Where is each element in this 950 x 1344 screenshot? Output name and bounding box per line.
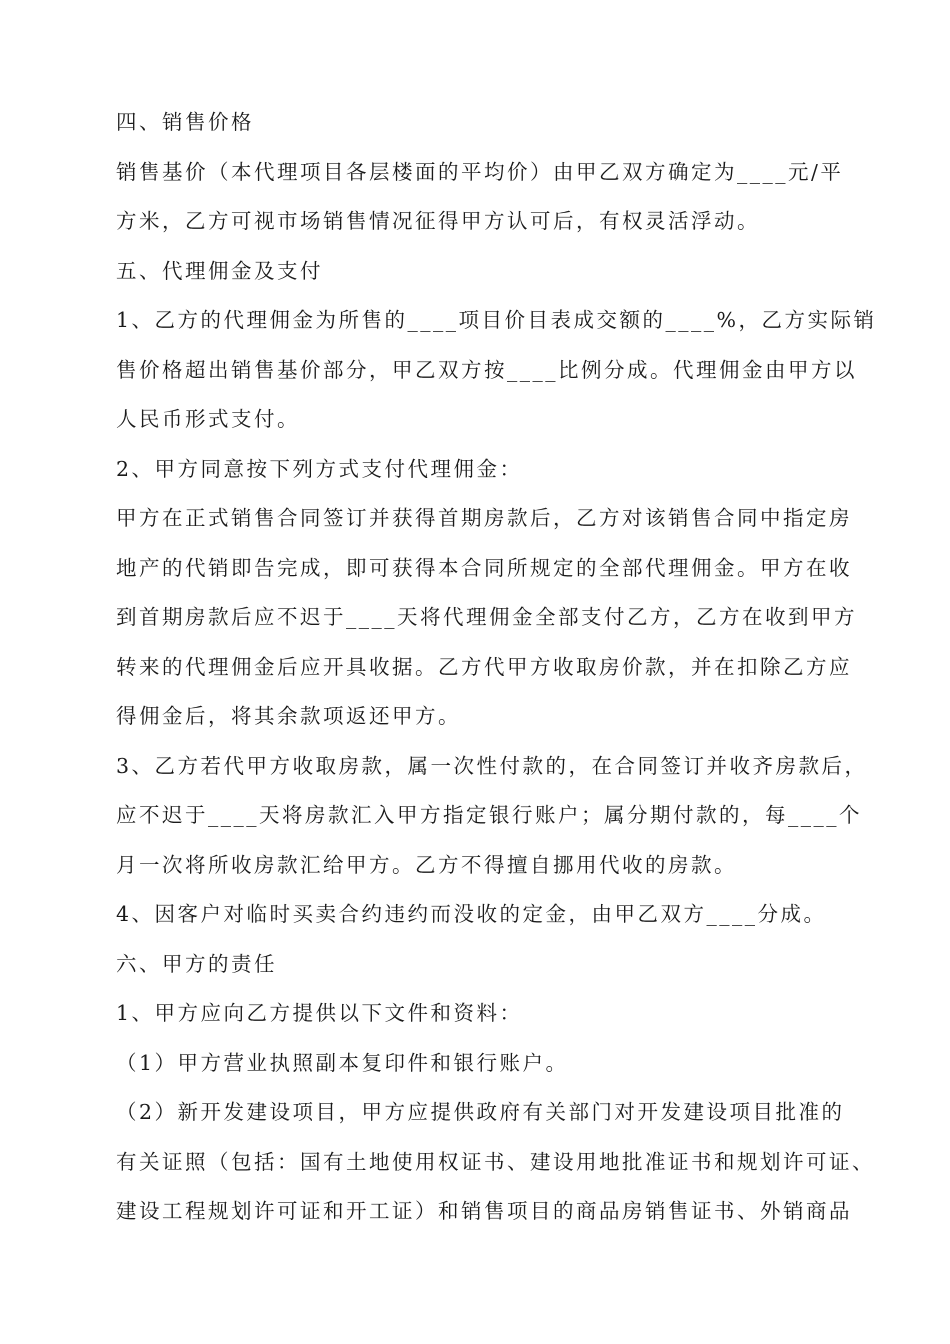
paragraph-line: 转来的代理佣金后应开具收据。乙方代甲方收取房价款，并在扣除乙方应 xyxy=(116,655,852,679)
heading-party-a-duties: 六、甲方的责任 xyxy=(116,952,277,976)
paragraph-line: 应不迟于____天将房款汇入甲方指定银行账户；属分期付款的，每____个 xyxy=(116,803,862,827)
paragraph-line: 1、乙方的代理佣金为所售的____项目价目表成交额的____%，乙方实际销 xyxy=(116,308,877,332)
paragraph-line: 月一次将所收房款汇给甲方。乙方不得擅自挪用代收的房款。 xyxy=(116,853,737,877)
heading-sales-price: 四、销售价格 xyxy=(116,110,254,134)
paragraph-line: 到首期房款后应不迟于____天将代理佣金全部支付乙方，乙方在收到甲方 xyxy=(116,605,857,629)
paragraph-line: 3、乙方若代甲方收取房款，属一次性付款的，在合同签订并收齐房款后， xyxy=(116,754,868,778)
paragraph-line: 售价格超出销售基价部分，甲乙双方按____比例分成。代理佣金由甲方以 xyxy=(116,358,857,382)
paragraph-line: 建设工程规划许可证和开工证）和销售项目的商品房销售证书、外销商品 xyxy=(116,1199,852,1223)
list-item: （2）新开发建设项目，甲方应提供政府有关部门对开发建设项目批准的 xyxy=(116,1100,845,1124)
heading-commission-payment: 五、代理佣金及支付 xyxy=(116,259,323,283)
paragraph-line: 销售基价（本代理项目各层楼面的平均价）由甲乙双方确定为____元/平 xyxy=(116,160,844,184)
paragraph-line: 地产的代销即告完成，即可获得本合同所规定的全部代理佣金。甲方在收 xyxy=(116,556,852,580)
paragraph-line: 方米，乙方可视市场销售情况征得甲方认可后，有权灵活浮动。 xyxy=(116,209,760,233)
paragraph-line: 有关证照（包括：国有土地使用权证书、建设用地批准证书和规划许可证、 xyxy=(116,1150,875,1174)
list-item: （1）甲方营业执照副本复印件和银行账户。 xyxy=(116,1051,569,1075)
paragraph-line: 人民币形式支付。 xyxy=(116,407,300,431)
paragraph-line: 1、甲方应向乙方提供以下文件和资料： xyxy=(116,1001,523,1025)
paragraph-line: 得佣金后，将其余款项返还甲方。 xyxy=(116,704,461,728)
paragraph-line: 4、因客户对临时买卖合约违约而没收的定金，由甲乙双方____分成。 xyxy=(116,902,827,926)
paragraph-line: 甲方在正式销售合同签订并获得首期房款后，乙方对该销售合同中指定房 xyxy=(116,506,852,530)
paragraph-line: 2、甲方同意按下列方式支付代理佣金： xyxy=(116,457,523,481)
